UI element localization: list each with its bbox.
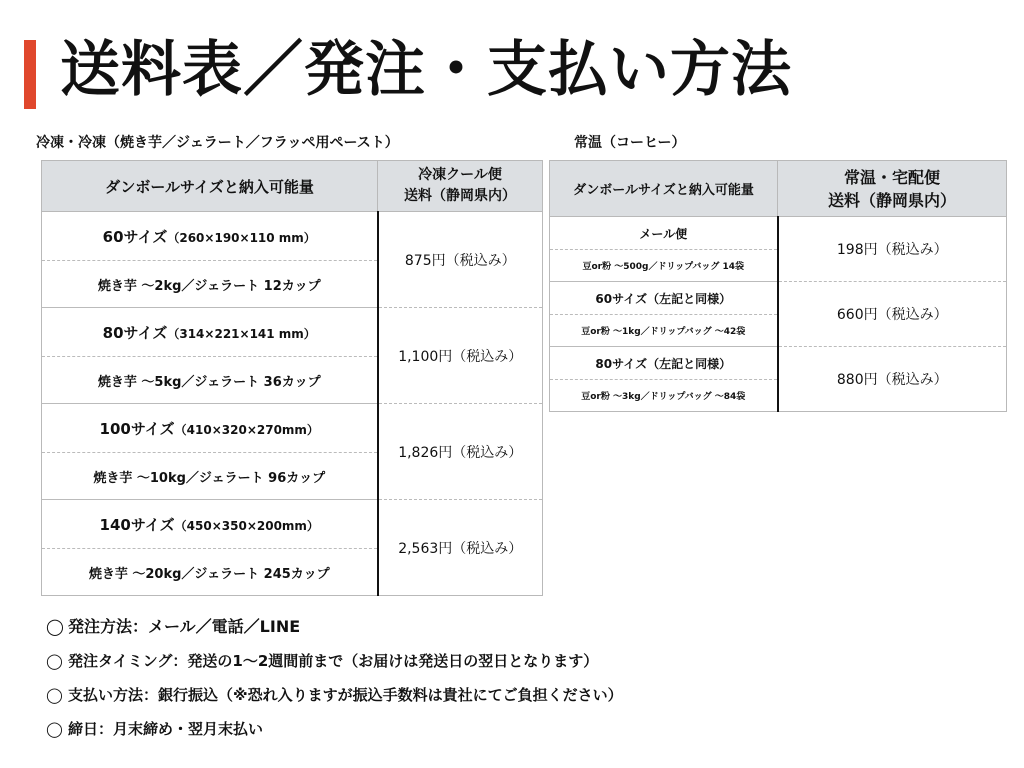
table-row — [550, 347, 1007, 380]
box-dimensions: （450×350×200mm） — [174, 518, 319, 533]
note-text: 発注タイミング：発送の1〜2週間前まで（お届けは発送日の翌日となります） — [68, 652, 599, 670]
box-dimensions: （410×320×270mm） — [174, 422, 319, 437]
table-row — [550, 282, 1007, 315]
shipping-fee: 198円（税込み） — [778, 217, 1007, 282]
box-size: メール便 — [550, 217, 778, 250]
box-size: 60サイズ（左記と同様） — [550, 282, 778, 315]
capacity-cell: 焼き芋 〜10kg／ジェラート 96カップ — [42, 453, 378, 500]
note-closing-date — [46, 712, 623, 746]
ambient-header-fee-line2: 送料（静岡県内） — [827, 190, 956, 210]
box-dimensions: （260×190×110 mm） — [167, 230, 316, 245]
box-size: 80サイズ（左記と同様） — [550, 347, 778, 380]
circle-bullet-icon: ◯ — [46, 686, 63, 704]
note-text: 支払い方法：銀行振込（※恐れ入りますが振込手数料は貴社にてご負担ください） — [68, 686, 623, 704]
frozen-header-fee-line2: 送料（静岡県内） — [404, 188, 516, 204]
note-text: 締日：月末締め・翌月末払い — [68, 720, 264, 738]
box-size-cell — [42, 308, 378, 357]
page-title: 送料表／発注・支払い方法 — [60, 35, 792, 105]
box-size-cell — [42, 404, 378, 453]
box-size-cell — [42, 212, 378, 261]
note-text: 発注方法：メール／電話／LINE — [68, 617, 301, 636]
box-size: 80サイズ — [102, 323, 168, 342]
note-payment-method — [46, 678, 623, 712]
ambient-section-caption: 常温（コーヒー） — [574, 135, 686, 151]
title-accent-bar — [24, 40, 36, 109]
circle-bullet-icon: ◯ — [46, 652, 63, 670]
table-row — [42, 404, 543, 453]
box-size: 140サイズ — [99, 515, 175, 534]
box-dimensions: （314×221×141 mm） — [167, 326, 316, 341]
shipping-fee: 1,826円（税込み） — [378, 404, 543, 500]
ambient-header-fee-line1: 常温・宅配便 — [843, 167, 940, 187]
shipping-fee: 880円（税込み） — [778, 347, 1007, 412]
ambient-header-size: ダンボールサイズと納入可能量 — [550, 161, 778, 217]
capacity-cell: 豆or粉 〜1kg／ドリップバッグ 〜42袋 — [550, 315, 778, 347]
capacity-cell: 豆or粉 〜500g／ドリップバッグ 14袋 — [550, 250, 778, 282]
frozen-shipping-table — [41, 160, 543, 596]
capacity-cell: 豆or粉 〜3kg／ドリップバッグ 〜84袋 — [581, 392, 746, 402]
capacity-cell: 焼き芋 〜2kg／ジェラート 12カップ — [42, 261, 378, 308]
ambient-header-fee — [778, 161, 1007, 217]
box-size-cell — [42, 500, 378, 549]
frozen-header-fee-line1: 冷凍クール便 — [418, 167, 502, 183]
table-row — [42, 308, 543, 357]
circle-bullet-icon: ◯ — [46, 720, 63, 738]
frozen-header-fee — [378, 161, 543, 212]
note-order-timing — [46, 644, 623, 678]
table-row — [42, 500, 543, 549]
note-order-method — [46, 610, 623, 644]
shipping-fee: 2,563円（税込み） — [378, 500, 543, 596]
capacity-cell: 焼き芋 〜20kg／ジェラート 245カップ — [88, 566, 330, 582]
box-size: 60サイズ — [102, 227, 168, 246]
frozen-section-caption: 冷凍・冷凍（焼き芋／ジェラート／フラッペ用ペースト） — [36, 135, 399, 151]
shipping-fee: 1,100円（税込み） — [378, 308, 543, 404]
capacity-cell: 焼き芋 〜5kg／ジェラート 36カップ — [42, 357, 378, 404]
ambient-shipping-table — [549, 160, 1007, 412]
table-row — [42, 212, 543, 261]
shipping-fee: 875円（税込み） — [378, 212, 543, 308]
frozen-header-size: ダンボールサイズと納入可能量 — [42, 161, 378, 212]
shipping-fee: 660円（税込み） — [778, 282, 1007, 347]
ordering-notes — [46, 610, 623, 746]
box-size: 100サイズ — [99, 419, 175, 438]
table-row — [550, 217, 1007, 250]
circle-bullet-icon: ◯ — [46, 617, 64, 636]
